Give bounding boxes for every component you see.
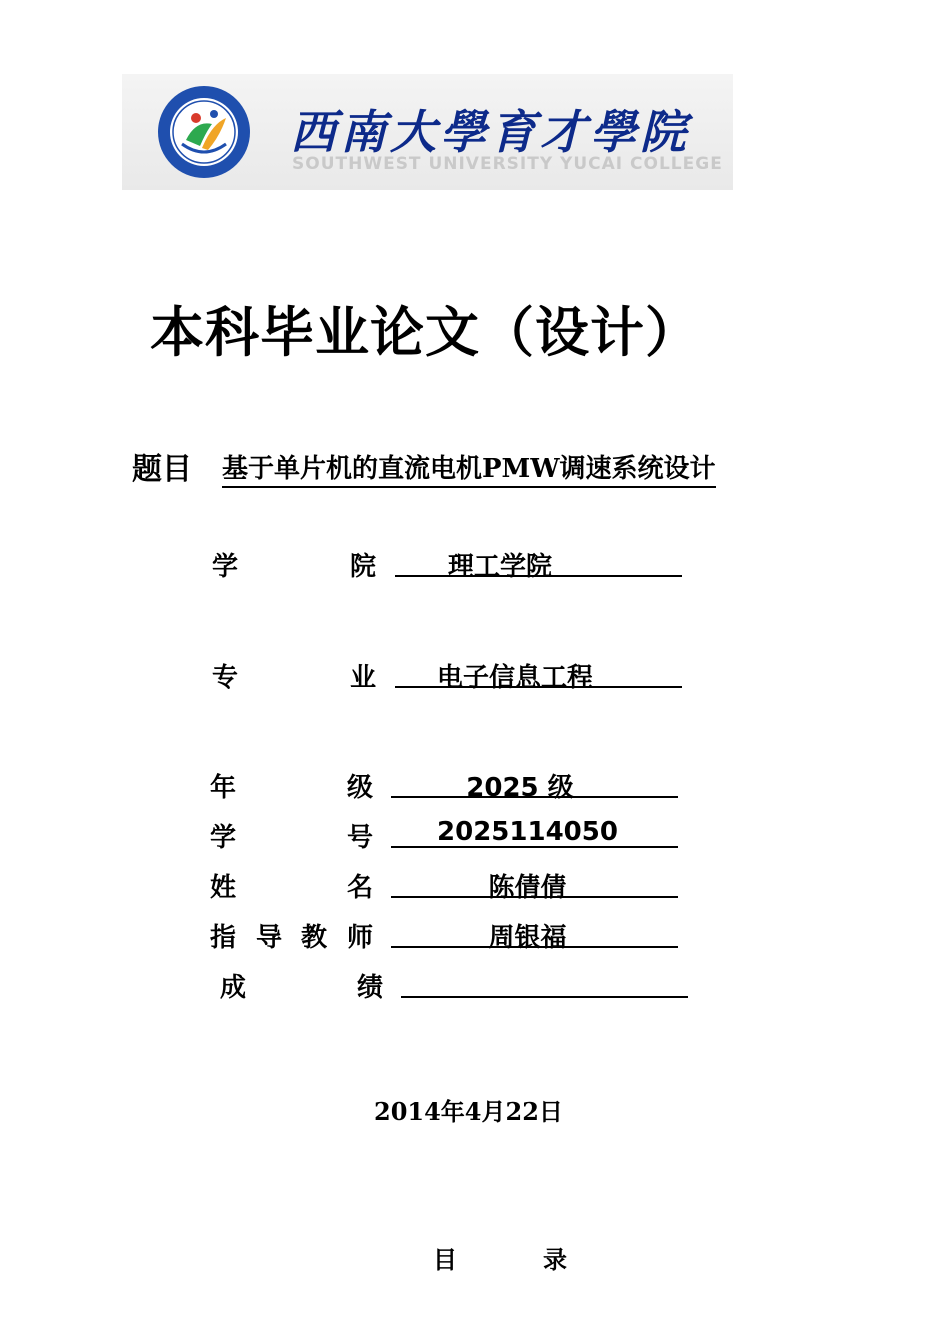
college-banner [122,74,733,190]
school-name-cn: 西南大學育才學院 [290,105,690,159]
topic-value: 基于单片机的直流电机PMW调速系统设计 [222,448,716,488]
field-label-score-2: 绩 [357,973,384,1003]
field-label-major-1: 专 [212,663,239,693]
field-label-score-1: 成 [220,973,247,1003]
field-label-advisor-3: 教 [301,923,328,953]
document-title: 本科毕业论文（设计） [150,301,700,364]
field-underline-score [401,996,688,998]
field-value-grade: 2025 级 [466,773,574,803]
field-label-advisor-1: 指 [210,923,237,953]
field-label-student-id-2: 号 [347,823,374,853]
field-label-college-1: 学 [212,552,239,582]
field-label-grade-1: 年 [210,773,237,803]
field-label-name-1: 姓 [210,873,237,903]
submission-date: 2014年4月22日 [374,1097,563,1126]
field-label-name-2: 名 [347,873,374,903]
field-label-advisor-2: 导 [256,923,283,953]
field-value-major: 电子信息工程 [436,663,593,693]
field-value-student-id: 2025114050 [437,817,618,847]
toc-heading [433,1240,567,1275]
field-label-student-id-1: 学 [210,823,237,853]
field-value-name: 陈倩倩 [488,873,567,903]
topic-label: 题目 [132,452,192,487]
field-label-major-2: 业 [350,663,377,693]
toc-heading-char-1: 目 [433,1245,457,1274]
field-value-college: 理工学院 [447,552,552,582]
college-seal-logo [156,84,252,180]
school-name-en: SOUTHWEST UNIVERSITY YUCAI COLLEGE [292,154,723,174]
toc-heading-char-2: 录 [543,1245,567,1274]
field-label-advisor-4: 师 [347,923,374,953]
field-label-grade-2: 级 [347,773,374,803]
field-label-college-2: 院 [350,552,377,582]
field-value-advisor: 周银福 [488,923,567,953]
